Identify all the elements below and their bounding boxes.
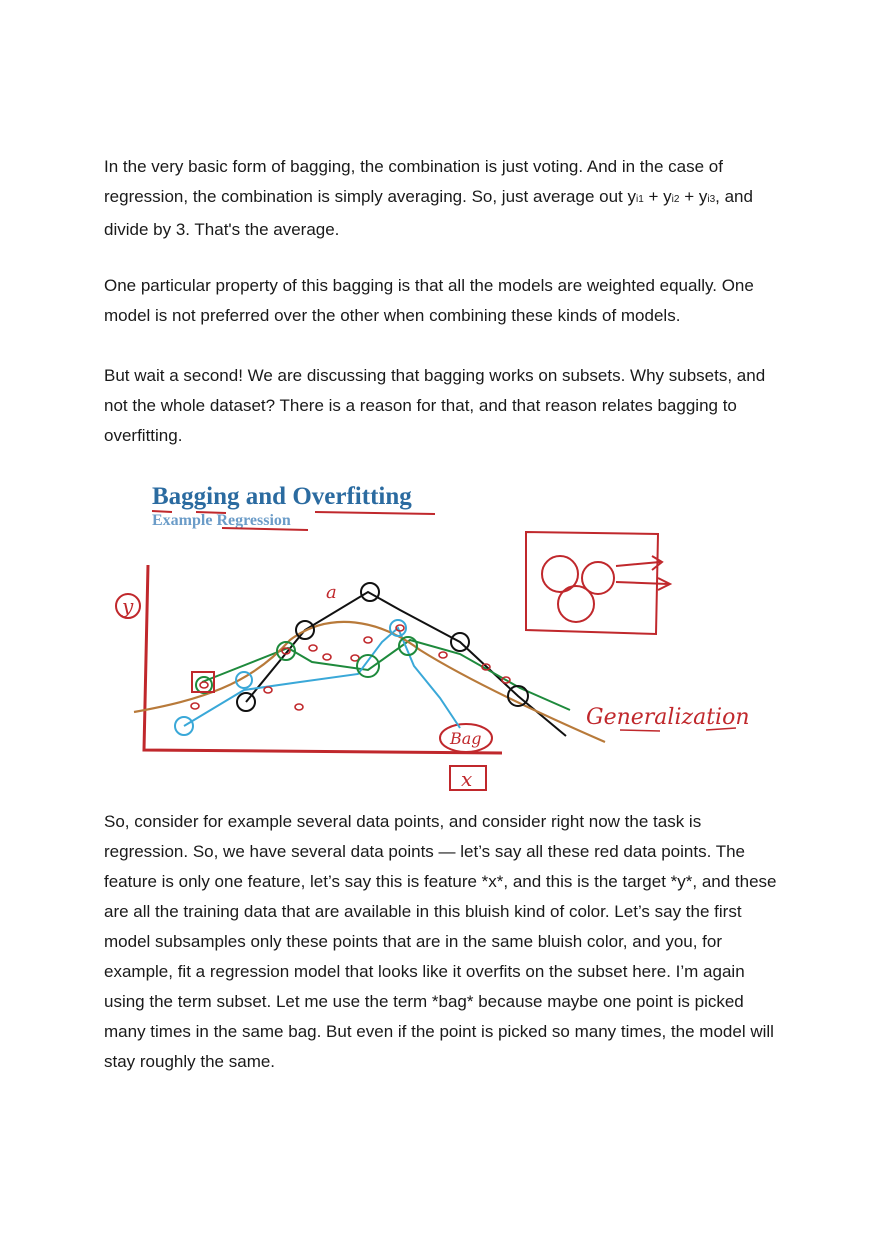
model-curve-green [202,640,570,710]
subscript-i1: i1 [636,194,644,205]
paragraph-data-points-example: So, consider for example several data points, and consider right now the task is regression. So, we have several data points — let’s say all these red data points. The feature is only one feature, let’s say this is feature *x*, and this is the target *y*, and these are all the training data that are available in this bluish kind of color. Let’s say the first model subsamples only these points that are in the same bluish color, and you, for example, fit a regression model that looks like it overfits on the subset here. I’m again using the term subset. Let me use the term *bag* because maybe one point is picked many times in the same bag. But even if the point is picked so many times, the model will stay roughly the same. [104,812,777,1071]
paragraph-text: , and divide by 3. That's the average. [104,187,753,239]
paragraph-equal-weights: One particular property of this bagging is that all the models are weighted equally. One model is not preferred over the other when combining these kinds of models. [104,276,754,325]
figure-title: Bagging and Overfitting [152,483,412,510]
data-point [439,652,447,658]
subtitle-underline [222,528,308,530]
x-axis-label: x [461,767,473,791]
bagging-overfitting-figure [100,470,780,800]
circled-point [175,717,193,735]
generalization-label: Generalization [586,705,750,730]
overfit-curve-black [246,592,566,736]
figure-subtitle: Example Regression [152,512,291,529]
subscript-i3: i3 [707,194,716,205]
paragraph-text: In the very basic form of bagging, the combination is just voting. And in the case of regression, the combination is simply averaging. So, just average out y [104,157,723,206]
data-point [264,687,272,693]
bag-points-black [237,583,528,711]
paragraph-text: + y [679,187,708,206]
circled-point [357,655,379,677]
data-point [323,654,331,660]
subscript-i2: i2 [671,194,680,205]
data-point [191,703,199,709]
y-axis-label: y [122,594,134,618]
sketch-arrows [616,556,670,590]
point-annotation: a [326,582,337,603]
data-point [295,704,303,710]
bag-label: Bag [450,729,482,748]
data-point [309,645,317,651]
paragraph-text: + y [643,187,672,206]
sketch-circle [582,562,614,594]
figure-drawing [100,470,780,800]
circled-point [196,677,212,693]
paragraph-why-subsets: But wait a second! We are discussing that bagging works on subsets. Why subsets, and not the whole dataset? There is a reason for that, and that reason relates bagging to overfitting. [104,366,766,445]
data-point [200,682,208,688]
ensemble-sketch [526,532,670,634]
data-point [364,637,372,643]
paragraph-bagging-averaging [104,152,784,245]
